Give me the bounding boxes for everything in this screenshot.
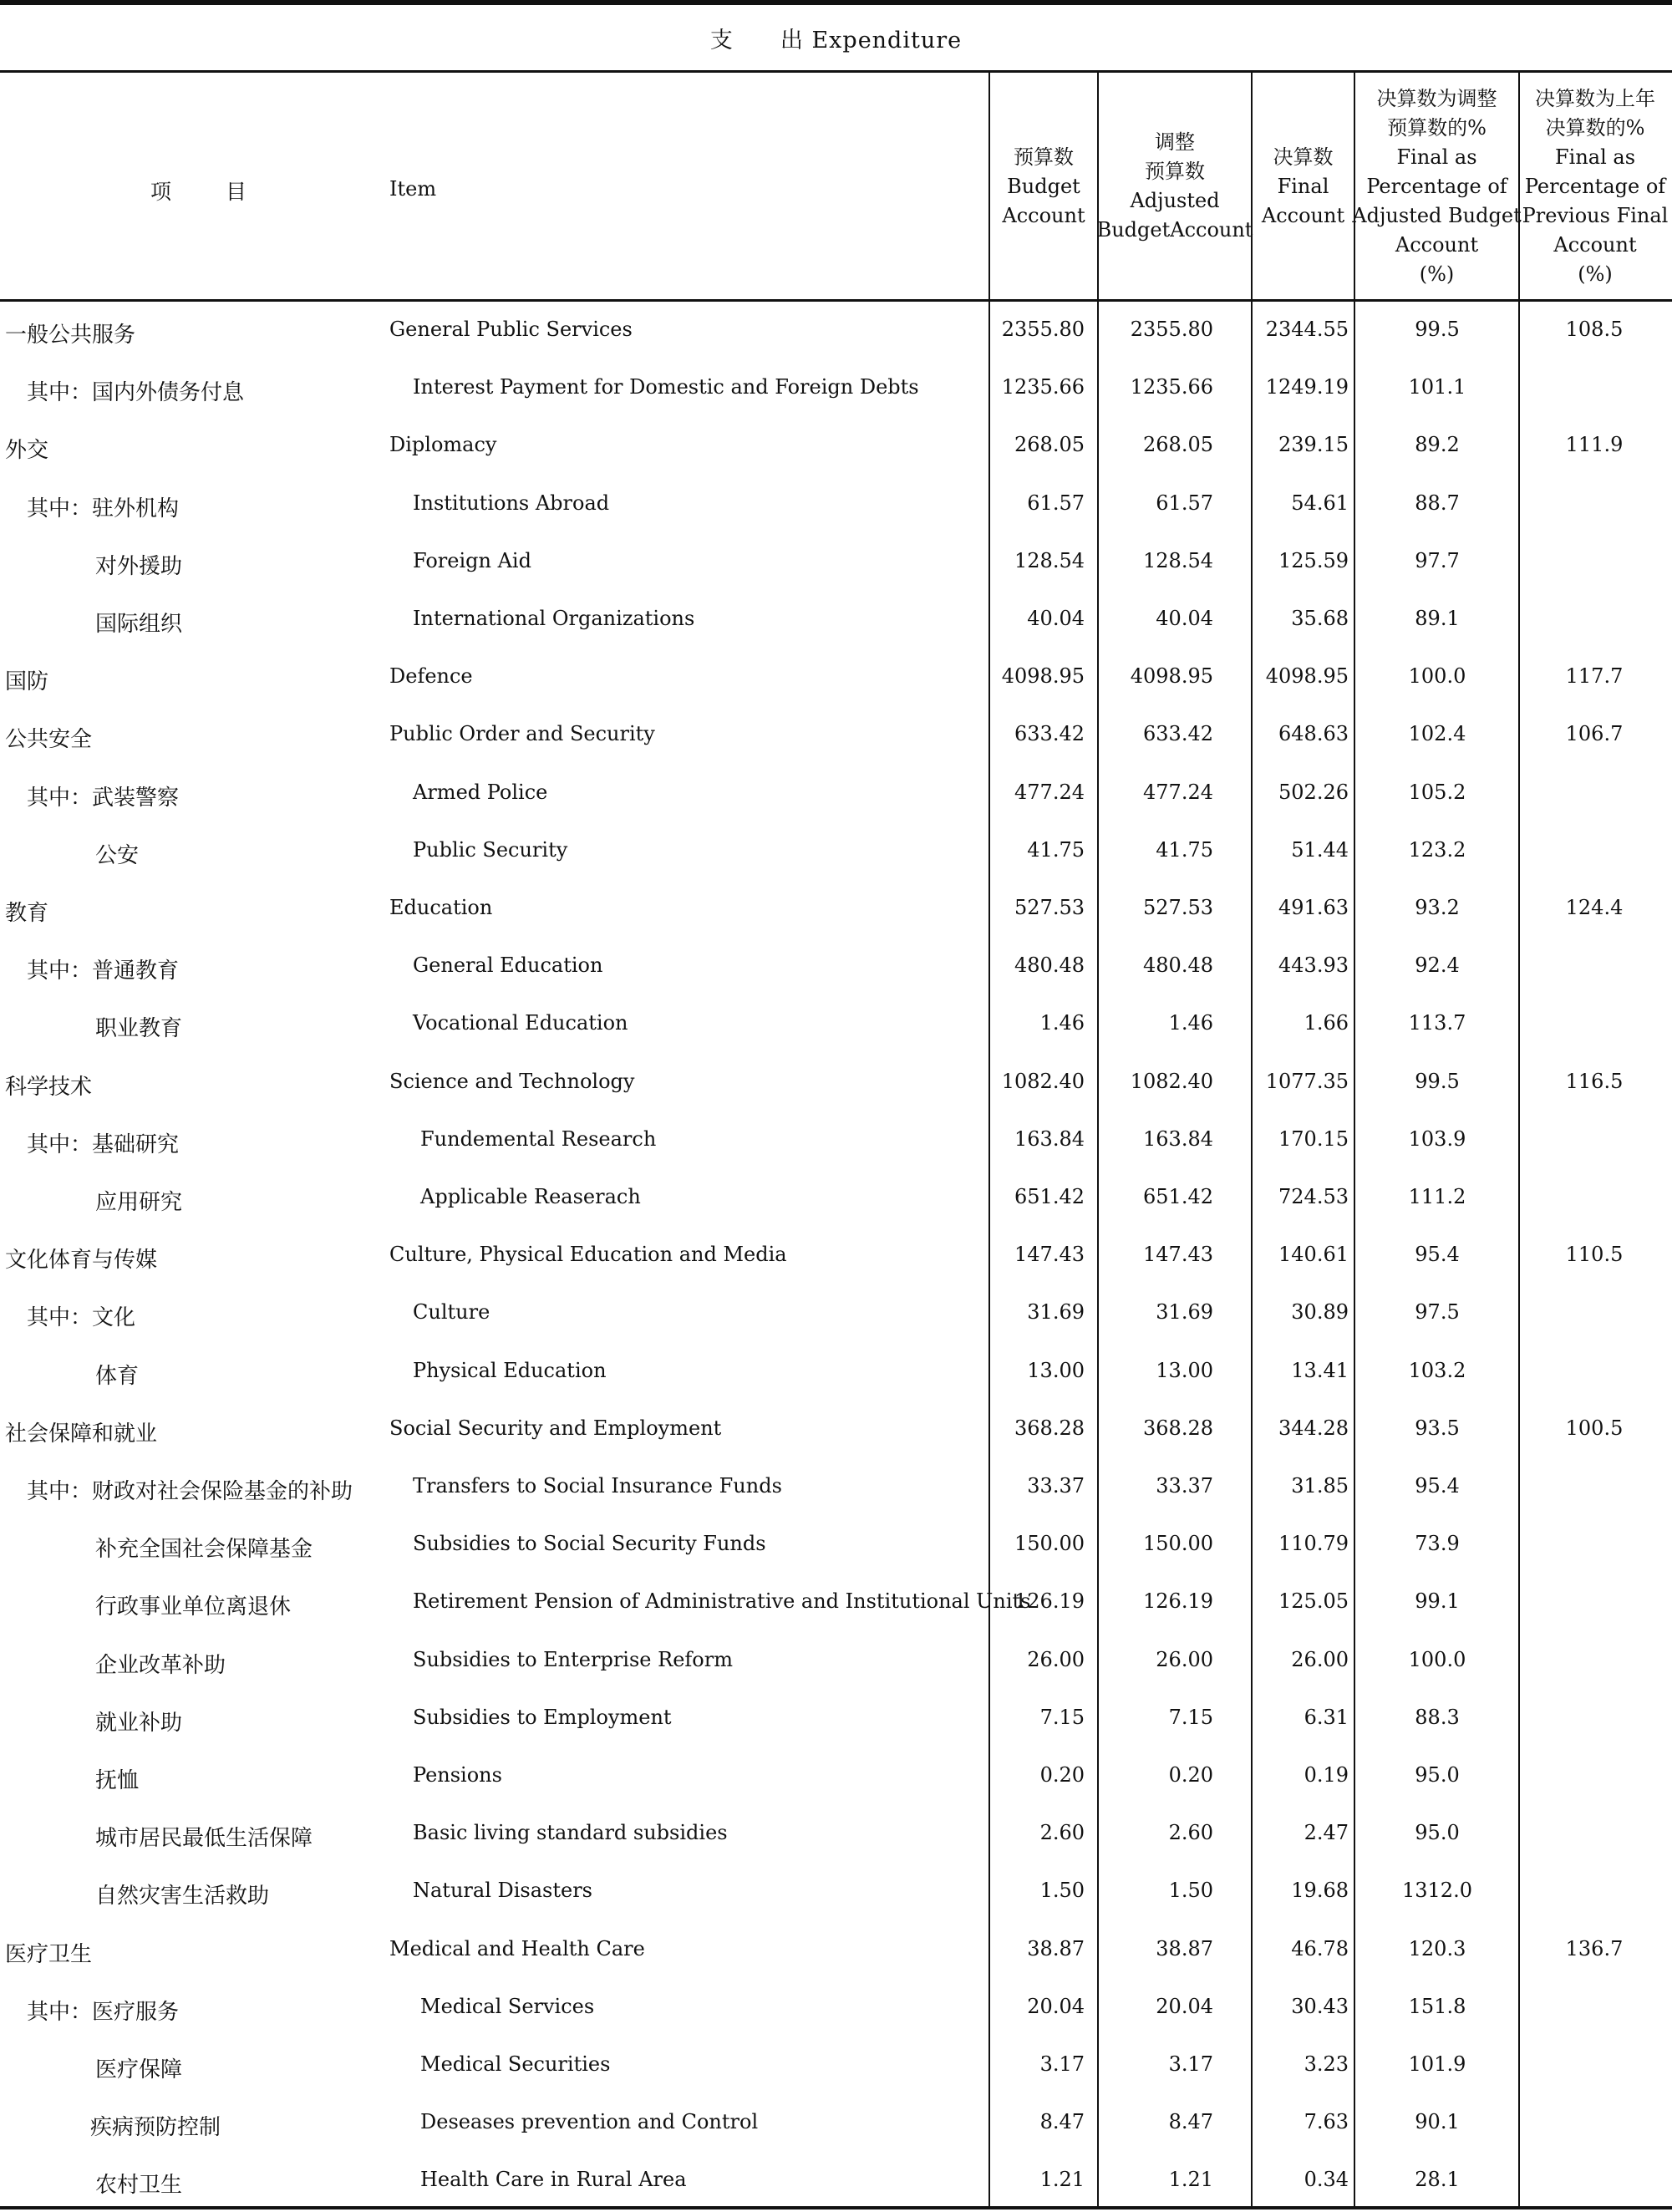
final-account-value: 35.68 xyxy=(1291,607,1349,630)
item-cn: 职业教育 xyxy=(95,1016,183,1042)
pct-of-adjusted-value: 28.1 xyxy=(1415,2168,1460,2192)
final-account-value: 344.28 xyxy=(1278,1416,1349,1440)
adjusted-budget-value: 480.48 xyxy=(1143,953,1213,978)
table-row xyxy=(0,1229,1672,1287)
pct-of-adjusted-value: 95.0 xyxy=(1415,1821,1460,1845)
item-cn: 医疗卫生 xyxy=(5,1941,93,1967)
pct-of-adjusted-value: 88.3 xyxy=(1415,1705,1460,1729)
final-account-value: 724.53 xyxy=(1278,1185,1349,1208)
item-en: Medical and Health Care xyxy=(389,1936,645,1960)
adjusted-budget-value: 126.19 xyxy=(1143,1589,1213,1614)
table-row xyxy=(0,420,1672,477)
table-row xyxy=(0,1635,1672,1692)
item-cn: 补充全国社会保障基金 xyxy=(95,1537,313,1563)
item-en: Interest Payment for Domestic and Foreign Debts xyxy=(413,375,919,399)
budget-value: 38.87 xyxy=(1027,1936,1085,1960)
adjusted-budget-value: 1.50 xyxy=(1168,1879,1213,1903)
adjusted-budget-value: 163.84 xyxy=(1143,1126,1213,1151)
pct-of-previous-value: 110.5 xyxy=(1565,1243,1624,1267)
adjusted-budget-value: 147.43 xyxy=(1143,1243,1213,1267)
final-account-value: 502.26 xyxy=(1278,780,1349,804)
budget-value: 40.04 xyxy=(1027,607,1085,630)
title-rule xyxy=(0,70,1672,73)
final-account-value: 1249.19 xyxy=(1265,375,1349,399)
final-account-value: 2344.55 xyxy=(1265,318,1349,341)
adjusted-budget-value: 26.00 xyxy=(1156,1647,1213,1671)
pct-of-adjusted-value: 92.4 xyxy=(1415,953,1460,978)
header-budget-account: 预算数 Budget Account xyxy=(1002,145,1085,227)
final-account-value: 4098.95 xyxy=(1265,664,1349,689)
item-cn: 其中：驻外机构 xyxy=(27,496,180,521)
adjusted-budget-value: 128.54 xyxy=(1143,548,1213,572)
item-en: Retirement Pension of Administrative and Institutional Units xyxy=(413,1589,1031,1614)
item-en: Applicable Reaserach xyxy=(420,1185,641,1208)
item-en: Basic living standard subsidies xyxy=(413,1821,728,1845)
pct-of-adjusted-value: 93.5 xyxy=(1415,1416,1460,1440)
table-row xyxy=(0,709,1672,766)
final-account-value: 19.68 xyxy=(1291,1879,1349,1903)
budget-value: 480.48 xyxy=(1014,953,1085,978)
pct-of-previous-value: 108.5 xyxy=(1565,318,1624,341)
item-cn: 国防 xyxy=(5,669,49,695)
item-en: Natural Disasters xyxy=(413,1879,592,1903)
final-account-value: 51.44 xyxy=(1291,837,1349,862)
budget-value: 3.17 xyxy=(1039,2052,1085,2076)
pct-of-adjusted-value: 102.4 xyxy=(1408,722,1466,746)
budget-value: 1.21 xyxy=(1039,2168,1085,2192)
item-en: Fundemental Research xyxy=(420,1126,657,1151)
pct-of-adjusted-value: 100.0 xyxy=(1408,664,1466,689)
table-row xyxy=(0,1345,1672,1403)
budget-value: 61.57 xyxy=(1027,491,1085,515)
item-cn: 一般公共服务 xyxy=(5,323,136,348)
item-cn: 医疗保障 xyxy=(95,2057,183,2082)
final-account-value: 1077.35 xyxy=(1265,1069,1349,1093)
table-row xyxy=(0,1981,1672,2039)
adjusted-budget-value: 61.57 xyxy=(1156,491,1213,515)
budget-value: 8.47 xyxy=(1039,2110,1085,2134)
pct-of-previous-value: 136.7 xyxy=(1565,1936,1624,1960)
item-cn: 文化体育与传媒 xyxy=(5,1248,158,1274)
pct-of-adjusted-value: 95.4 xyxy=(1415,1243,1460,1267)
table-row xyxy=(0,1403,1672,1461)
adjusted-budget-value: 1.46 xyxy=(1168,1011,1213,1035)
item-en: International Organizations xyxy=(413,607,695,630)
final-account-value: 54.61 xyxy=(1291,491,1349,515)
table-row xyxy=(0,1692,1672,1750)
header-final-vs-adjusted: 决算数为调整 预算数的% Final as Percentage of Adjusted Budget Account (%) xyxy=(1352,86,1522,286)
pct-of-adjusted-value: 1312.0 xyxy=(1402,1879,1472,1903)
item-en: Subsidies to Social Security Funds xyxy=(413,1532,766,1556)
table-row xyxy=(0,2097,1672,2154)
adjusted-budget-value: 7.15 xyxy=(1168,1705,1213,1729)
item-cn: 城市居民最低生活保障 xyxy=(95,1826,313,1852)
item-en: Diplomacy xyxy=(389,433,497,457)
adjusted-budget-value: 2.60 xyxy=(1168,1821,1213,1845)
item-cn: 就业补助 xyxy=(95,1710,183,1736)
adjusted-budget-value: 1235.66 xyxy=(1130,375,1213,399)
header-rule xyxy=(0,299,1672,302)
item-en: Health Care in Rural Area xyxy=(420,2168,687,2192)
pct-of-adjusted-value: 103.2 xyxy=(1408,1358,1466,1382)
item-cn: 公安 xyxy=(95,842,140,868)
budget-value: 368.28 xyxy=(1014,1416,1085,1440)
budget-value: 2.60 xyxy=(1039,1821,1085,1845)
pct-of-adjusted-value: 103.9 xyxy=(1408,1126,1466,1151)
item-en: Foreign Aid xyxy=(413,548,531,572)
item-cn: 疾病预防控制 xyxy=(90,2115,221,2141)
item-cn: 对外援助 xyxy=(95,553,183,579)
table-row xyxy=(0,304,1672,362)
adjusted-budget-value: 41.75 xyxy=(1156,837,1213,862)
budget-value: 41.75 xyxy=(1027,837,1085,862)
final-account-value: 6.31 xyxy=(1304,1705,1349,1729)
budget-value: 1.50 xyxy=(1039,1879,1085,1903)
final-account-value: 30.43 xyxy=(1291,1994,1349,2018)
pct-of-adjusted-value: 97.7 xyxy=(1415,548,1460,572)
pct-of-adjusted-value: 97.5 xyxy=(1415,1300,1460,1325)
budget-value: 20.04 xyxy=(1027,1994,1085,2018)
item-en: Subsidies to Enterprise Reform xyxy=(413,1647,733,1671)
item-en: Armed Police xyxy=(413,780,548,804)
item-en: Social Security and Employment xyxy=(389,1416,722,1440)
pct-of-previous-value: 116.5 xyxy=(1565,1069,1624,1093)
final-account-value: 13.41 xyxy=(1291,1358,1349,1382)
budget-value: 147.43 xyxy=(1014,1243,1085,1267)
item-en: Culture xyxy=(413,1300,490,1325)
pct-of-adjusted-value: 73.9 xyxy=(1415,1532,1460,1556)
table-row xyxy=(0,1172,1672,1229)
final-account-value: 1.66 xyxy=(1304,1011,1349,1035)
item-cn: 国际组织 xyxy=(95,612,183,637)
final-account-value: 110.79 xyxy=(1278,1532,1349,1556)
item-en: Pensions xyxy=(413,1763,502,1787)
final-account-value: 2.47 xyxy=(1304,1821,1349,1845)
adjusted-budget-value: 1082.40 xyxy=(1130,1069,1213,1093)
item-cn: 其中：财政对社会保险基金的补助 xyxy=(27,1479,353,1504)
item-en: Science and Technology xyxy=(389,1069,635,1093)
budget-value: 126.19 xyxy=(1014,1589,1085,1614)
item-cn: 其中：武装警察 xyxy=(27,785,180,811)
adjusted-budget-value: 20.04 xyxy=(1156,1994,1213,2018)
pct-of-adjusted-value: 120.3 xyxy=(1408,1936,1466,1960)
budget-value: 26.00 xyxy=(1027,1647,1085,1671)
item-en: Medical Services xyxy=(420,1994,595,2018)
pct-of-adjusted-value: 101.1 xyxy=(1408,375,1466,399)
table-row xyxy=(0,1056,1672,1114)
item-cn: 公共安全 xyxy=(5,727,93,753)
item-en: Physical Education xyxy=(413,1358,607,1382)
item-cn: 应用研究 xyxy=(95,1190,183,1215)
item-en: Vocational Education xyxy=(413,1011,628,1035)
pct-of-adjusted-value: 111.2 xyxy=(1408,1185,1466,1208)
pct-of-adjusted-value: 123.2 xyxy=(1408,837,1466,862)
item-cn: 其中：普通教育 xyxy=(27,959,180,984)
item-cn: 其中：国内外债务付息 xyxy=(27,380,245,406)
table-row xyxy=(0,2039,1672,2097)
item-cn: 其中：文化 xyxy=(27,1305,136,1331)
budget-value: 2355.80 xyxy=(1001,318,1085,341)
item-en: Public Security xyxy=(413,837,568,862)
adjusted-budget-value: 8.47 xyxy=(1168,2110,1213,2134)
header-item-en: Item xyxy=(389,177,437,201)
table-row xyxy=(0,1461,1672,1518)
table-title: 支 出 Expenditure xyxy=(709,28,963,53)
adjusted-budget-value: 633.42 xyxy=(1143,722,1213,746)
adjusted-budget-value: 368.28 xyxy=(1143,1416,1213,1440)
adjusted-budget-value: 477.24 xyxy=(1143,780,1213,804)
item-en: Deseases prevention and Control xyxy=(420,2110,759,2134)
pct-of-adjusted-value: 99.5 xyxy=(1415,1069,1460,1093)
adjusted-budget-value: 13.00 xyxy=(1156,1358,1213,1382)
table-row xyxy=(0,825,1672,882)
bottom-rule xyxy=(0,2206,1672,2209)
budget-value: 150.00 xyxy=(1014,1532,1085,1556)
item-cn: 抚恤 xyxy=(95,1768,140,1793)
table-row xyxy=(0,1576,1672,1634)
table-row xyxy=(0,593,1672,651)
table-row xyxy=(0,478,1672,536)
adjusted-budget-value: 0.20 xyxy=(1168,1763,1213,1787)
final-account-value: 648.63 xyxy=(1278,722,1349,746)
budget-value: 477.24 xyxy=(1014,780,1085,804)
pct-of-previous-value: 106.7 xyxy=(1565,722,1624,746)
final-account-value: 0.34 xyxy=(1304,2168,1349,2192)
final-account-value: 0.19 xyxy=(1304,1763,1349,1787)
table-row xyxy=(0,998,1672,1055)
item-cn: 外交 xyxy=(5,438,49,464)
item-en: Subsidies to Employment xyxy=(413,1705,672,1729)
budget-value: 33.37 xyxy=(1027,1474,1085,1498)
top-rule xyxy=(0,0,1672,5)
pct-of-adjusted-value: 95.4 xyxy=(1415,1474,1460,1498)
final-account-value: 3.23 xyxy=(1304,2052,1349,2076)
item-cn: 社会保障和就业 xyxy=(5,1421,158,1447)
pct-of-adjusted-value: 95.0 xyxy=(1415,1763,1460,1787)
table-row xyxy=(0,882,1672,940)
final-account-value: 46.78 xyxy=(1291,1936,1349,1960)
header-adjusted-budget: 调整 预算数 Adjusted BudgetAccount xyxy=(1096,130,1253,242)
pct-of-adjusted-value: 90.1 xyxy=(1415,2110,1460,2134)
item-en: General Public Services xyxy=(389,318,633,341)
item-cn: 体育 xyxy=(95,1363,140,1389)
item-cn: 教育 xyxy=(5,901,49,926)
budget-value: 527.53 xyxy=(1014,896,1085,919)
budget-value: 268.05 xyxy=(1014,433,1085,457)
budget-value: 1235.66 xyxy=(1001,375,1085,399)
table-row xyxy=(0,1808,1672,1865)
adjusted-budget-value: 33.37 xyxy=(1156,1474,1213,1498)
pct-of-adjusted-value: 151.8 xyxy=(1408,1994,1466,2018)
budget-value: 163.84 xyxy=(1014,1126,1085,1151)
table-row xyxy=(0,2154,1672,2212)
table-row xyxy=(0,1114,1672,1172)
adjusted-budget-value: 31.69 xyxy=(1156,1300,1213,1325)
table-row xyxy=(0,1750,1672,1808)
final-account-value: 125.05 xyxy=(1278,1589,1349,1614)
table-row xyxy=(0,940,1672,998)
final-account-value: 7.63 xyxy=(1304,2110,1349,2134)
budget-value: 0.20 xyxy=(1039,1763,1085,1787)
adjusted-budget-value: 651.42 xyxy=(1143,1185,1213,1208)
table-row xyxy=(0,1518,1672,1576)
pct-of-adjusted-value: 113.7 xyxy=(1408,1011,1466,1035)
item-cn: 其中：医疗服务 xyxy=(27,1999,180,2025)
adjusted-budget-value: 150.00 xyxy=(1143,1532,1213,1556)
table-row xyxy=(0,651,1672,709)
adjusted-budget-value: 2355.80 xyxy=(1130,318,1213,341)
pct-of-adjusted-value: 100.0 xyxy=(1408,1647,1466,1671)
budget-value: 31.69 xyxy=(1027,1300,1085,1325)
item-en: Transfers to Social Insurance Funds xyxy=(413,1474,782,1498)
table-row xyxy=(0,362,1672,420)
item-en: Medical Securities xyxy=(420,2052,611,2076)
final-account-value: 30.89 xyxy=(1291,1300,1349,1325)
item-en: Culture, Physical Education and Media xyxy=(389,1243,787,1267)
final-account-value: 491.63 xyxy=(1278,896,1349,919)
adjusted-budget-value: 3.17 xyxy=(1168,2052,1213,2076)
budget-value: 651.42 xyxy=(1014,1185,1085,1208)
item-en: Education xyxy=(389,896,493,919)
adjusted-budget-value: 38.87 xyxy=(1156,1936,1213,1960)
header-final-vs-previous: 决算数为上年 决算数的% Final as Percentage of Previous Final Account (%) xyxy=(1522,86,1669,286)
budget-value: 633.42 xyxy=(1014,722,1085,746)
item-cn: 其中：基础研究 xyxy=(27,1131,180,1157)
budget-value: 1082.40 xyxy=(1001,1069,1085,1093)
header-final-account: 决算数 Final Account xyxy=(1261,145,1345,227)
item-en: Institutions Abroad xyxy=(413,491,610,515)
pct-of-adjusted-value: 89.2 xyxy=(1415,433,1460,457)
item-cn: 企业改革补助 xyxy=(95,1652,226,1678)
adjusted-budget-value: 1.21 xyxy=(1168,2168,1213,2192)
pct-of-adjusted-value: 99.5 xyxy=(1415,318,1460,341)
table-row xyxy=(0,1865,1672,1923)
table-row xyxy=(0,767,1672,825)
pct-of-previous-value: 111.9 xyxy=(1565,433,1624,457)
budget-value: 13.00 xyxy=(1027,1358,1085,1382)
final-account-value: 125.59 xyxy=(1278,548,1349,572)
pct-of-adjusted-value: 88.7 xyxy=(1415,491,1460,515)
pct-of-adjusted-value: 89.1 xyxy=(1415,607,1460,630)
item-en: General Education xyxy=(413,953,603,978)
table-row xyxy=(0,1287,1672,1345)
item-en: Public Order and Security xyxy=(389,722,655,746)
pct-of-previous-value: 124.4 xyxy=(1565,896,1624,919)
item-cn: 农村卫生 xyxy=(95,2173,183,2199)
budget-value: 1.46 xyxy=(1039,1011,1085,1035)
table-row xyxy=(0,536,1672,593)
header-item-cn: 项 目 xyxy=(150,180,264,204)
pct-of-previous-value: 117.7 xyxy=(1565,664,1624,689)
pct-of-adjusted-value: 99.1 xyxy=(1415,1589,1460,1614)
final-account-value: 26.00 xyxy=(1291,1647,1349,1671)
final-account-value: 140.61 xyxy=(1278,1243,1349,1267)
item-cn: 自然灾害生活救助 xyxy=(95,1884,270,1909)
pct-of-adjusted-value: 105.2 xyxy=(1408,780,1466,804)
item-cn: 行政事业单位离退休 xyxy=(95,1594,292,1620)
adjusted-budget-value: 4098.95 xyxy=(1130,664,1213,689)
final-account-value: 170.15 xyxy=(1278,1126,1349,1151)
final-account-value: 239.15 xyxy=(1278,433,1349,457)
pct-of-previous-value: 100.5 xyxy=(1565,1416,1624,1440)
final-account-value: 443.93 xyxy=(1278,953,1349,978)
budget-value: 7.15 xyxy=(1039,1705,1085,1729)
final-account-value: 31.85 xyxy=(1291,1474,1349,1498)
item-en: Defence xyxy=(389,664,473,689)
adjusted-budget-value: 40.04 xyxy=(1156,607,1213,630)
pct-of-adjusted-value: 101.9 xyxy=(1408,2052,1466,2076)
budget-value: 128.54 xyxy=(1014,548,1085,572)
pct-of-adjusted-value: 93.2 xyxy=(1415,896,1460,919)
table-row xyxy=(0,1924,1672,1981)
item-cn: 科学技术 xyxy=(5,1074,93,1100)
adjusted-budget-value: 527.53 xyxy=(1143,896,1213,919)
budget-value: 4098.95 xyxy=(1001,664,1085,689)
adjusted-budget-value: 268.05 xyxy=(1143,433,1213,457)
